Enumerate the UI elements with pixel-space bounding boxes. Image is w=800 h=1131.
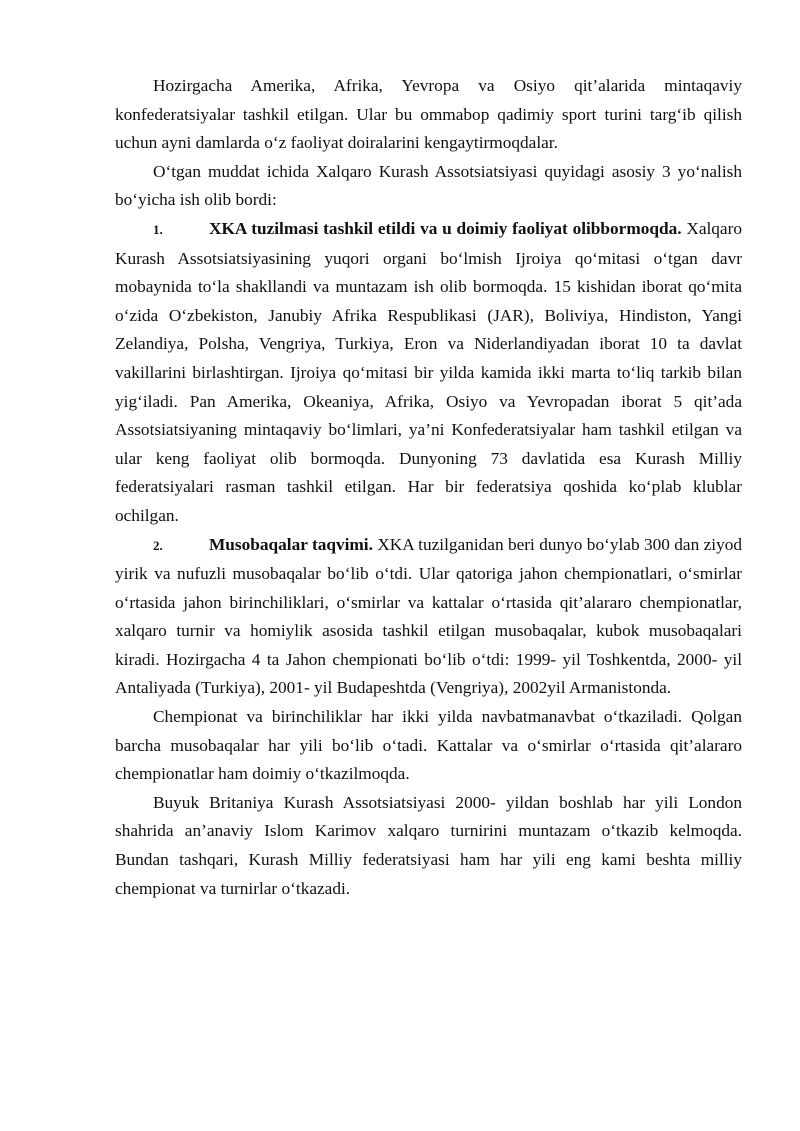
paragraph-directions-intro: O‘tgan muddat ichida Xalqaro Kurash Assotsiatsiyasi quyidagi asosiy 3 yo‘nalish bo‘yicha ish olib bordi: bbox=[115, 161, 742, 210]
document-page bbox=[115, 72, 742, 903]
list-item-number: 2. bbox=[153, 537, 163, 553]
paragraph-britain: Buyuk Britaniya Kurash Assotsiatsiyasi 2000- yildan boshlab har yili London shahrida an’anaviy Islom Karimov xalqaro turnirini muntazam o‘tkazib kelmoqda. Bundan tashqari, Kurash Milliy federatsiyasi ham har yili eng kami beshta milliy chempionat va turnirlar o‘tkazadi. bbox=[115, 792, 742, 898]
paragraph-confederations: Hozirgacha Amerika, Afrika, Yevropa va Osiyo qit’alarida mintaqaviy konfederatsiyalar tashkil etilgan. Ular bu ommabop qadimiy sport turini targ‘ib qilish uchun ayni damlarda o‘z faoliyat doiralarini kengaytirmoqdalar. bbox=[115, 76, 742, 153]
paragraph-championships: Chempionat va birinchiliklar har ikki yilda navbatmanavbat o‘tkaziladi. Qolgan barcha musobaqalar har yili bo‘lib o‘tadi. Kattalar va o‘smirlar o‘rtasida qit’alararo chempionatlar ham doimiy o‘tkazilmoqda. bbox=[115, 707, 742, 784]
list-item-competitions bbox=[115, 531, 742, 704]
list-item-text: XKA tuzilganidan beri dunyo bo‘ylab 300 dan ziyod yirik va nufuzli musobaqalar bo‘lib o‘tdi. Ular qatoriga jahon chempionatlari, o‘smirlar o‘rtasida jahon birinchiliklari, o‘smirlar va kattalar o‘rtasida qit’alararo chempionatlar, xalqaro turnir va homiylik asosida tashkil etilgan musobaqalar, kubok musobaqalari kiradi. Hozirgacha 4 ta Jahon chempionati bo‘lib o‘tdi: 1999- yil Toshkentda, 2000- yil Antaliyada (Turkiya), 2001- yil Budapeshtda (Vengriya), 2002yil Armanistonda. bbox=[115, 534, 742, 698]
list-item-heading: XKA tuzilmasi tashkil etildi va u doimiy faoliyat olibbormoqda. bbox=[209, 218, 682, 238]
list-item-heading: Musobaqalar taqvimi. bbox=[209, 534, 373, 554]
list-item-text: Xalqaro Kurash Assotsiatsiyasining yuqori organi bo‘lmish Ijroiya qo‘mitasi o‘tgan davr mobaynida to‘la shakllandi va muntazam ish olib bormoqda. 15 kishidan iborat qo‘mita o‘zida O‘zbekiston, Janubiy Afrika Respublikasi (JAR), Boliviya, Hindiston, Yangi Zelandiya, Polsha, Vengriya, Turkiya, Eron va Niderlandiyadan iborat 10 ta davlat vakillarini birlashtirgan. Ijroiya qo‘mitasi bir yilda kamida ikki marta to‘liq tarkib bilan yig‘iladi. Pan Amerika, Okeaniya, Afrika, Osiyo va Yevropadan iborat 5 qit’ada Assotsiatsiyaning mintaqaviy bo‘limlari, ya’ni Konfederatsiyalar ham tashkil etilgan va ular keng faoliyat olib bormoqda. Dunyoning 73 davlatida esa Kurash Milliy federatsiyalari rasman tashkil etilgan. Har bir federatsiya qoshida ko‘plab klublar ochilgan. bbox=[115, 218, 742, 525]
list-item-structure bbox=[115, 215, 742, 531]
list-item-number: 1. bbox=[153, 221, 163, 237]
